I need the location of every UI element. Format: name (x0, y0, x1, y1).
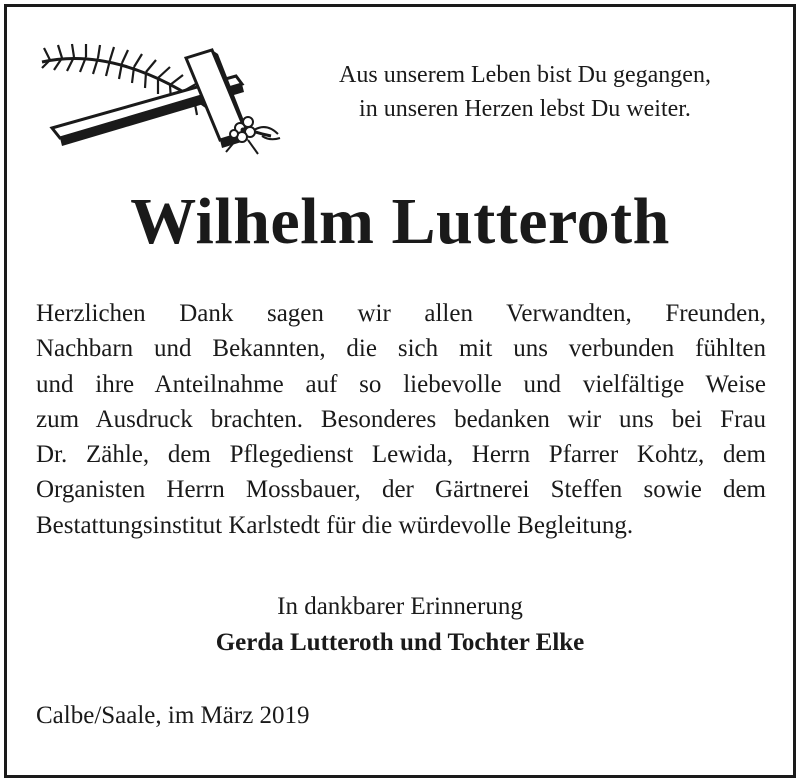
motto-line-1: Aus unserem Leben bist Du gegangen, (339, 62, 711, 88)
message-line: Nachbarn und Bekannten, die sich mit uns verbunden fühlten (36, 335, 766, 363)
message-line: und ihre Anteilnahme auf so liebevolle und vielfältige Weise (36, 370, 766, 398)
message-line: Organisten Herrn Mossbauer, der Gärtnerei Steffen sowie dem (36, 476, 766, 504)
message-line: Herzlichen Dank sagen wir allen Verwandten, Freunden, (36, 300, 766, 327)
message-line: zum Ausdruck brachten. Besonderes bedanken wir uns bei Frau (36, 405, 766, 433)
memorial-motto (290, 58, 760, 126)
closing-phrase: In dankbarer Erinnerung (277, 593, 523, 620)
place-date: Calbe/Saale, im März 2019 (36, 702, 310, 729)
cross-with-palm-branch-icon (36, 40, 286, 158)
message-line: Bestattungsinstitut Karlstedt für die würdevolle Begleitung. (36, 511, 634, 539)
deceased-name: Wilhelm Lutteroth (130, 185, 670, 258)
message-line: Dr. Zähle, dem Pflegedienst Lewida, Herrn Pfarrer Kohtz, dem (36, 441, 766, 469)
closing-block (0, 589, 800, 661)
signers: Gerda Lutteroth und Tochter Elke (215, 629, 585, 656)
thank-you-message (36, 296, 766, 543)
motto-line-2: in unseren Herzen lebst Du weiter. (359, 96, 691, 122)
